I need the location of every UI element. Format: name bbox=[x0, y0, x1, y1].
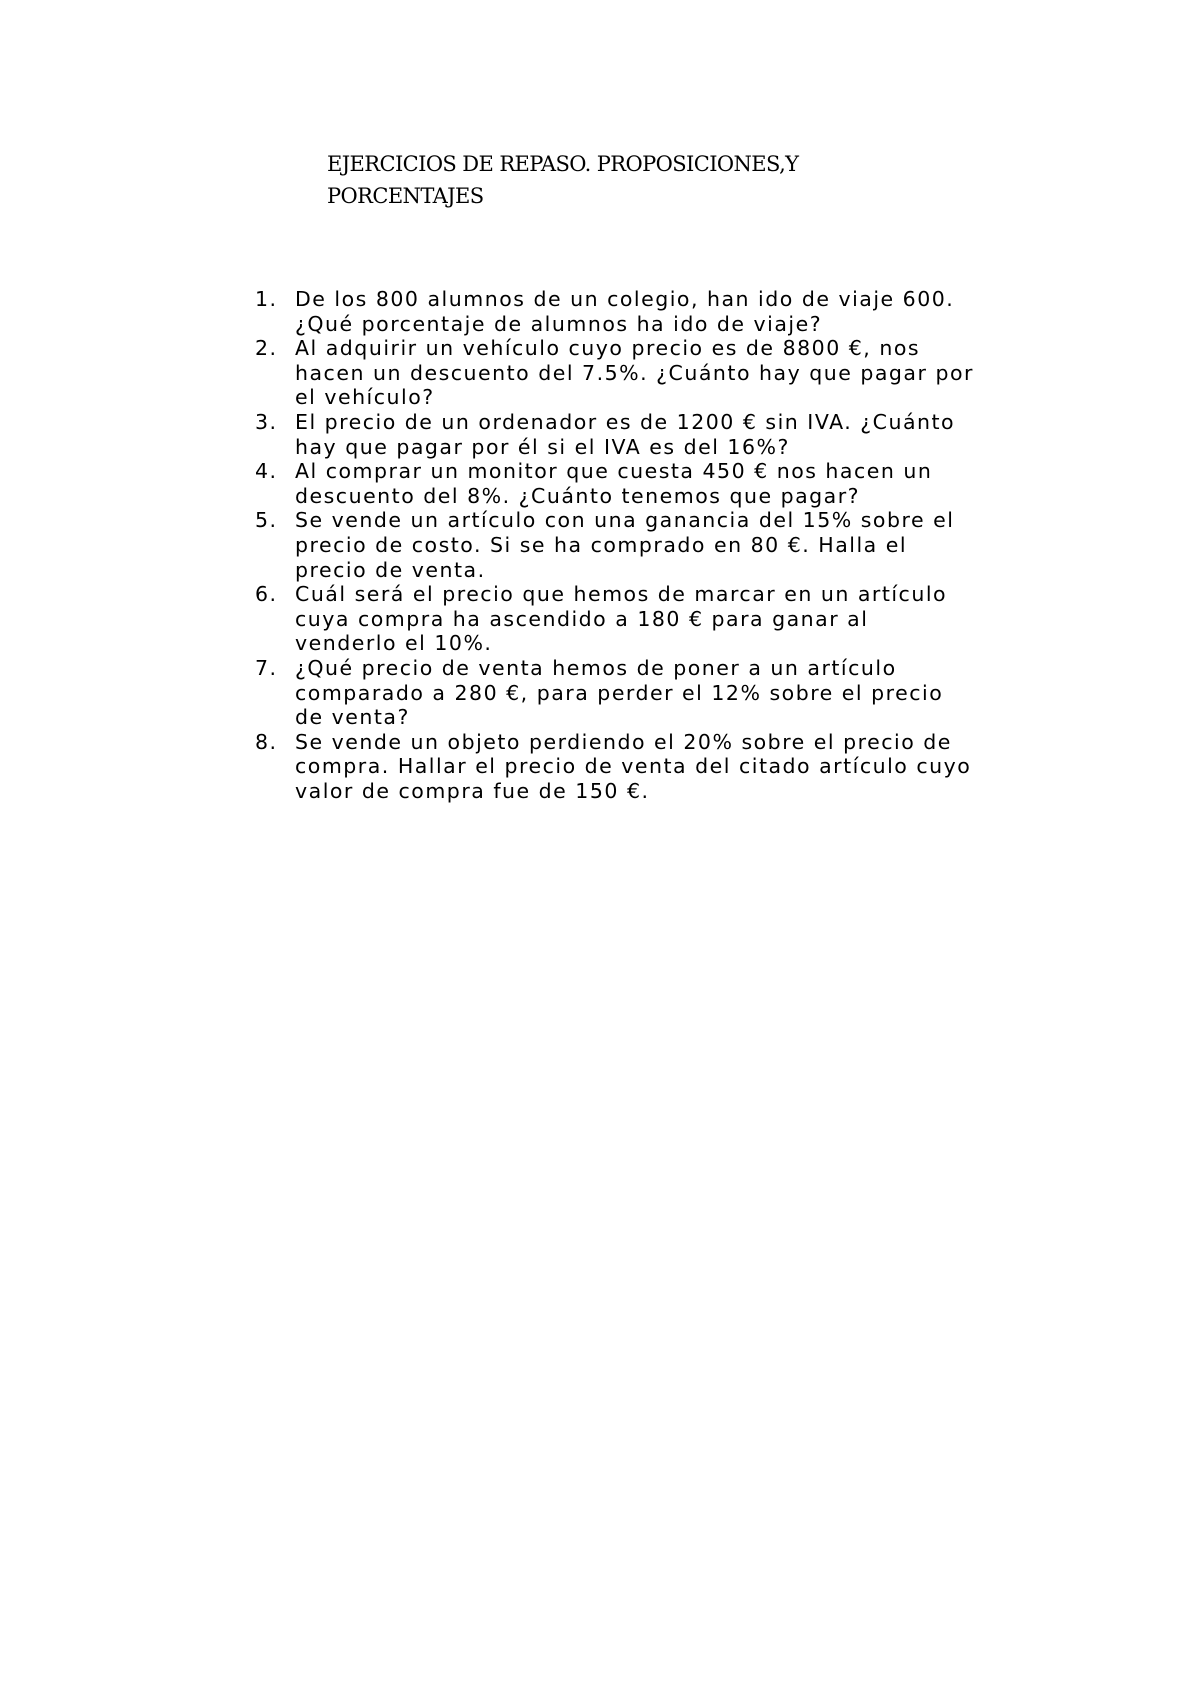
exercise-item-5 bbox=[255, 508, 975, 582]
exercise-text: ¿Qué precio de venta hemos de poner a un artículo comparado a 280 €, para perder el 12% sobre el precio de venta? bbox=[295, 655, 944, 730]
exercise-text: Se vende un artículo con una ganancia del 15% sobre el precio de costo. Si se ha comprado en 80 €. Halla el precio de venta. bbox=[295, 508, 955, 582]
exercise-number: 6. bbox=[255, 582, 278, 607]
exercise-text: Cuál será el precio que hemos de marcar en un artículo cuya compra ha ascendido a 180 € para ganar al venderlo el 10%. bbox=[295, 582, 948, 656]
exercise-number: 5. bbox=[255, 508, 278, 533]
exercise-item-4 bbox=[255, 459, 975, 508]
title-line-2: PORCENTAJES bbox=[327, 184, 484, 208]
exercise-list bbox=[255, 287, 975, 803]
exercise-item-6 bbox=[255, 582, 975, 656]
exercise-item-2 bbox=[255, 336, 975, 410]
exercise-number: 3. bbox=[255, 409, 278, 434]
exercise-number: 8. bbox=[255, 729, 278, 754]
exercise-text: El precio de un ordenador es de 1200 € sin IVA. ¿Cuánto hay que pagar por él si el IVA es del 16%? bbox=[295, 409, 956, 459]
exercise-item-7 bbox=[255, 656, 975, 730]
exercise-text: Al adquirir un vehículo cuyo precio es de 8800 €, nos hacen un descuento del 7.5%. ¿Cuánto hay que pagar por el vehículo? bbox=[295, 336, 974, 410]
exercise-number: 2. bbox=[255, 336, 278, 361]
exercise-number: 7. bbox=[255, 655, 278, 680]
exercise-item-8 bbox=[255, 730, 975, 804]
title-line-1: EJERCICIOS DE REPASO. PROPOSICIONES,Y bbox=[327, 152, 799, 176]
exercise-text: Se vende un objeto perdiendo el 20% sobre el precio de compra. Hallar el precio de venta del citado artículo cuyo valor de compra fue de 150 €. bbox=[295, 729, 972, 803]
exercise-number: 1. bbox=[255, 287, 278, 311]
document-title bbox=[327, 148, 927, 212]
exercise-item-1 bbox=[255, 287, 975, 336]
exercise-number: 4. bbox=[255, 459, 278, 484]
exercise-text: De los 800 alumnos de un colegio, han ido de viaje 600. ¿Qué porcentaje de alumnos ha ido de viaje? bbox=[295, 287, 955, 336]
exercise-text: Al comprar un monitor que cuesta 450 € nos hacen un descuento del 8%. ¿Cuánto tenemos que pagar? bbox=[295, 459, 933, 508]
exercise-item-3 bbox=[255, 410, 975, 459]
